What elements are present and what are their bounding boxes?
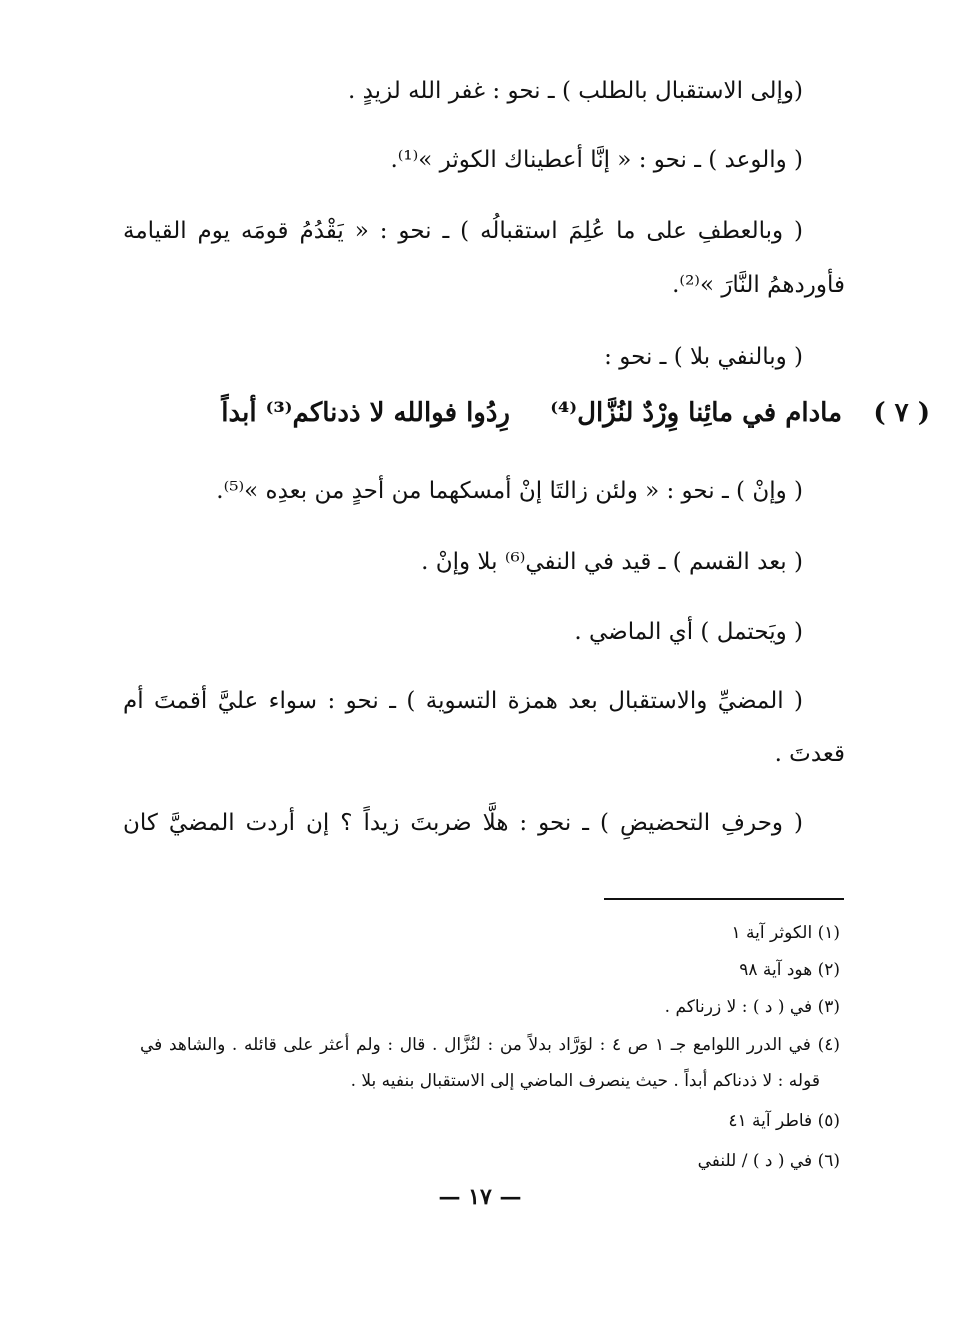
footnote-6: (٦) في ( د ) / للنفي [697, 1151, 840, 1171]
body-line-9: ( المضيِّ والاستقبال بعد همزة التسوية ) ـ نحو : سواء عليَّ أقمتَ أم [123, 688, 803, 714]
footnote-2: (٢) هود آية ٩٨ [739, 960, 840, 980]
footnote-3: (٣) في ( د ) : لا زرناكم . [664, 997, 840, 1017]
body-line-10: قعدتَ . [774, 741, 845, 767]
verse-number: ( ٧ ) [873, 398, 930, 428]
footnote-separator [604, 898, 844, 900]
body-line-3: ( وبالعطفِ على ما عُلِمَ استقبالُه ) ـ نحو : « يَقْدُمُ قومَه يوم القيامة [123, 218, 803, 244]
footnote-5: (٥) فاطر آية ٤١ [728, 1111, 840, 1131]
body-line-11: ( وحرفِ التحضيضِ ) ـ نحو : هلَّا ضربتَ زيداً ؟ إن أردت المضيَّ كان [123, 810, 803, 836]
body-line-5: ( وبالنفي بلا ) ـ نحو : [604, 344, 803, 370]
body-line-4: فأوردهمُ النَّارَ »⁽²⁾. [672, 272, 845, 298]
body-line-1: (وإلى الاستقبال بالطلب ) ـ نحو : غفر الله لزيدٍ . [347, 78, 803, 104]
body-line-8: ( ويَحتمل ) أي الماضي . [574, 619, 803, 645]
body-line-6: ( وإنْ ) ـ نحو : « ولئن زالتَا إنْ أمسكهما من أحدٍ من بعدِه »⁽⁵⁾. [216, 478, 803, 504]
poetry-verse [140, 393, 930, 433]
body-line-2: ( والوعد ) ـ نحو : « إنَّا أعطيناك الكوثر »⁽¹⁾. [390, 147, 803, 173]
footnote-4: (٤) في الدرر اللوامع جـ ١ ص ٤ : لوَرَّاد بدلاً من : لنُزَّال . قال : ولم أعثر على قائله . والشاهد في [140, 1035, 840, 1055]
page-number: — ١٧ — [438, 1184, 522, 1210]
verse-hemistich-1: رِدُوا فوالله لا ذدناكم⁽³⁾ أبداً [221, 398, 510, 428]
verse-hemistich-2: مادام في مائِنا وِرْدٌ لنُزَّال⁽⁴⁾ [550, 398, 842, 428]
footnote-1: (١) الكوثر آية ١ [731, 923, 840, 943]
body-line-7: ( بعد القسم ) ـ قيد في النفي⁽⁶⁾ بلا وإنْ . [421, 549, 803, 575]
footnote-4-continuation: قوله : لا ذدناكم أبداً . حيث ينصرف الماضي إلى الاستقبال بنفيه بلا . [350, 1071, 820, 1091]
